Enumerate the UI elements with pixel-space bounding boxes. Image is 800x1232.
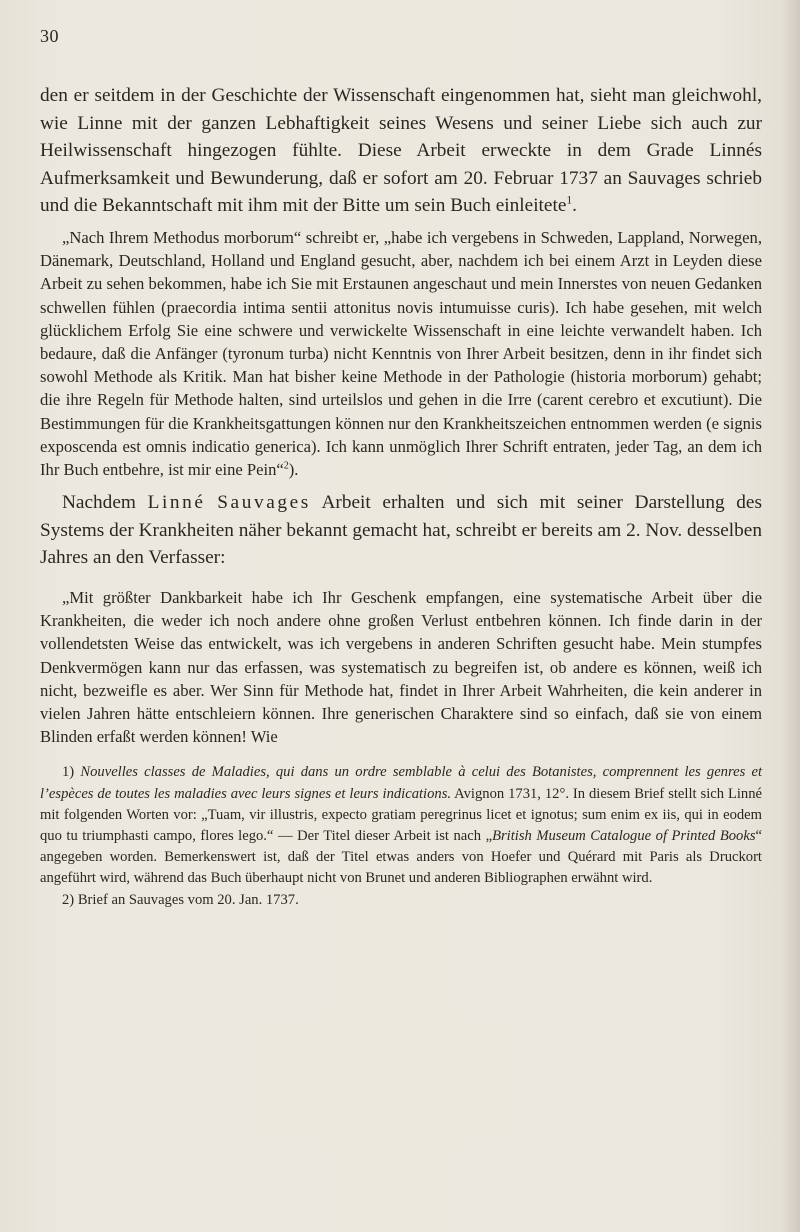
paragraph-2-text-a: Nachdem <box>62 492 148 514</box>
footnote-ref-2: 2 <box>283 460 289 472</box>
footnote-2-number: 2) <box>62 891 75 908</box>
quote-1 <box>40 226 762 481</box>
quote-1-paragraph <box>40 226 762 481</box>
paragraph-2-text-c: Arbeit erhalten und sich mit seiner Darstellung des Systems der Krankheiten näher bekannt gemacht hat, schreibt er bereits am 2. Nov. desselben Jahres an den Verfasser: <box>40 492 762 569</box>
footnote-1-title: Nouvelles classes de Maladies, qui dans un ordre semblable à celui des Botanistes, comprennent les genres et l’espèces de toutes les maladies avec leurs signes et leurs indications. <box>40 764 763 802</box>
paragraph-2 <box>40 489 762 572</box>
page-edge-shadow <box>782 0 800 1232</box>
quote-2-paragraph: „Mit größter Dankbarkeit habe ich Ihr Geschenk empfangen, eine systematische Arbeit über die Krankheiten, die weder ich noch andere ohne großen Verlust entbehren können. Ich finde darin in der vollendetsten Weise das entwickelt, was ich vergebens in anderen Schriften gesucht habe. Mein stumpfes Denkvermögen kann nur das erfassen, was systematisch zu begreifen ist, ob andere es können, weiß ich nicht, bezweifle es aber. Wer Sinn für Methode hat, findet in Ihrer Arbeit Wahrheiten, die kein anderer in vielen Jahren hätte entschleiern können. Ihre generischen Charaktere sind so einfach, daß sie von einem Blinden erfaßt werden können! Wie <box>40 587 762 747</box>
quote-2 <box>40 586 762 748</box>
footnote-1 <box>40 762 762 889</box>
quote-1-text: „Nach Ihrem Methodus morborum“ schreibt er, „habe ich vergebens in Schweden, Lappland, Norwegen, Dänemark, Deutschland, Holland und England gesucht, aber, nachdem ich bei einem Arzt in Leyden diese Arbeit zu sehen bekommen, habe ich Sie mit Erstaunen angeschaut und mein Innerstes von neuen Gedanken schwellen fühlen (praecordia intima sentii attonitus novis intumuisse curis). Ich habe gesehen, mit welch glücklichem Erfolg Sie eine schwere und verwickelte Wissenschaft in eine leichte verwandelt haben. Ich bedaure, daß die Anfänger (tyronum turba) nicht Kenntnis von Ihrer Arbeit besitzen, denn in ihr findet sich sowohl Methode als Kritik. Man hat bisher keine Methode in der Pathologie (historia morborum) gehabt; die ihre Regeln für Methode halten, sind urteilslos und gehen in die Irre (carent cerebro et excutiunt). Die Bestimmungen für die Krankheitsgattungen können nur den Krankheitszeichen entnommen werden (e signis exposcenda est omnis indicatio generica). Ich kann unmöglich Ihrer Schrift entraten, jeder Tag, an dem ich Ihr Buch entbehre, ist mir eine Pein“ <box>40 227 762 479</box>
paragraph-1-text: den er seitdem in der Geschichte der Wissenschaft eingenommen hat, sieht man gleichwohl, wie Linne mit der ganzen Lebhaftigkeit seines Wesens und seiner Liebe sich auch zur Heilwissenschaft hingezogen fühlte. Diese Arbeit erweckte in dem Grade Linnés Aufmerksamkeit und Bewunderung, daß er sofort am 20. Februar 1737 an Sauvages schrieb und die Bekanntschaft mit ihm mit der Bitte um sein Buch einleitete <box>40 85 762 217</box>
footnote-2-text: Brief an Sauvages vom 20. Jan. 1737. <box>77 891 299 908</box>
footnote-ref-1: 1 <box>566 193 573 207</box>
main-text <box>40 82 762 220</box>
footnote-1-text: Avignon 1731, 12°. In diesem Brief stellt sich Linné mit folgenden Worten vor: „Tuam, vir illustris, expecto gratiam peregrinus licet et ignotus; sum enim ex iis, qui in eodem quo tu triumphasti campo, flores lego.“ — Der Titel dieser Arbeit ist nach „ <box>40 785 763 845</box>
footnotes <box>40 762 762 910</box>
paragraph-1 <box>40 82 762 220</box>
page-body <box>40 82 762 911</box>
paragraph-2-text-b <box>206 492 218 513</box>
footnote-2 <box>40 890 762 911</box>
name-linne: Linné <box>147 492 206 514</box>
paragraph-1-end: . <box>572 195 577 217</box>
footnote-1-number: 1) <box>62 764 75 781</box>
quote-1-end: ). <box>288 460 299 479</box>
page-number: 30 <box>40 26 59 46</box>
footnote-1-text-2: “ angegeben worden. Bemerkenswert ist, daß der Titel etwas anders von Hoefer und Quérard mit Paris als Druckort angeführt wird, während das Buch überhaupt nicht von Brunet und anderen Bibliographen erwähnt wird. <box>40 828 762 887</box>
main-text-2 <box>40 489 762 572</box>
name-sauvages: Sauvages <box>217 492 311 514</box>
footnote-1-catalogue: British Museum Catalogue of Printed Books <box>492 828 756 845</box>
